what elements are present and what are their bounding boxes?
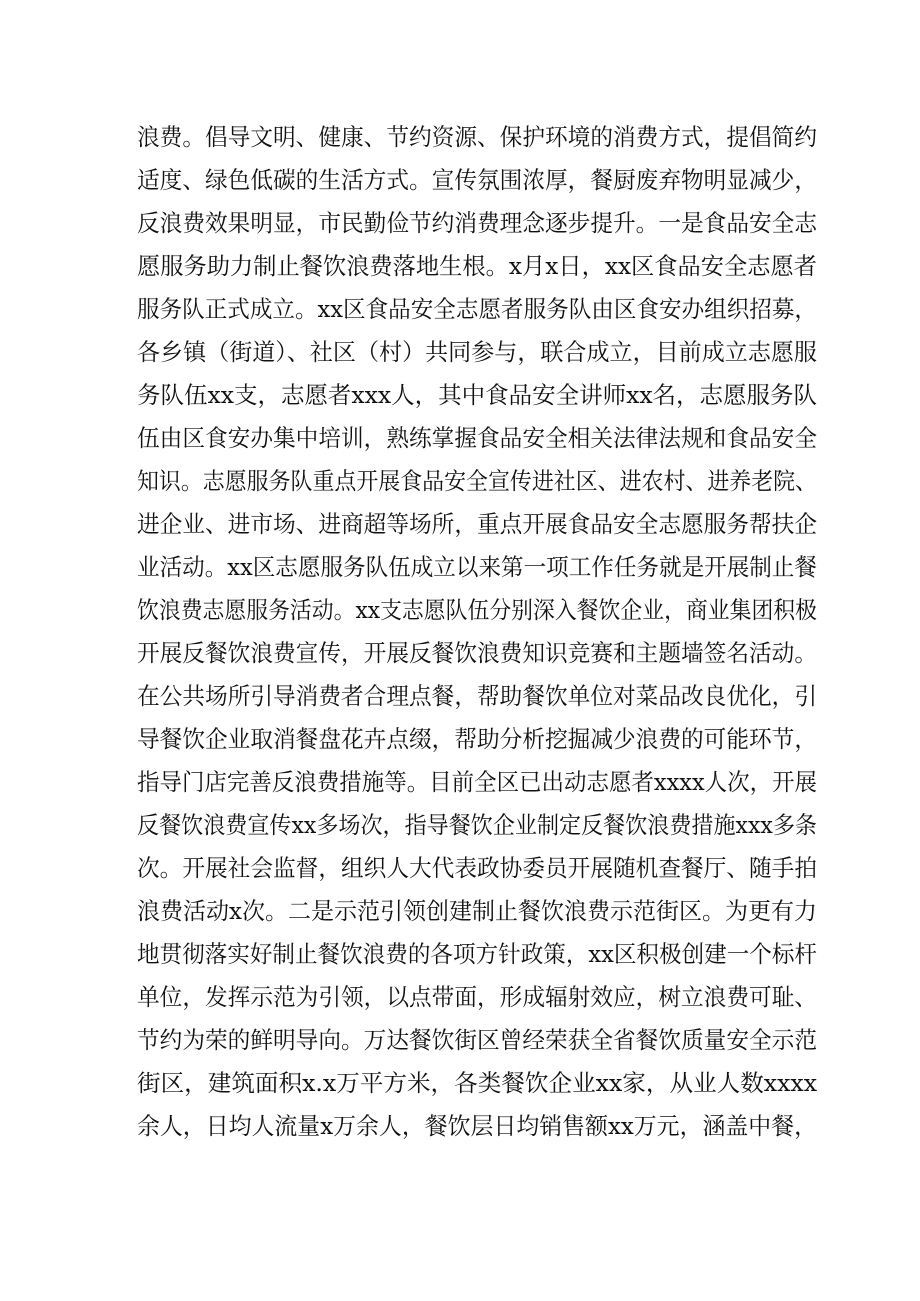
text-line-5 xyxy=(137,289,817,329)
text-line-19 xyxy=(137,891,817,931)
text-line-6-content: 各乡镇（街道）、社区（村）共同参与，联合成立，目前成立志愿服 xyxy=(137,338,817,366)
text-line-19-content: 浪费活动x次。二是示范引领创建制止餐饮浪费示范街区。为更有力 xyxy=(137,897,817,925)
text-line-20-content: 地贯彻落实好制止餐饮浪费的各项方针政策，xx区积极创建一个标杆 xyxy=(137,940,817,968)
text-line-9 xyxy=(137,461,817,501)
text-line-14-content: 在公共场所引导消费者合理点餐，帮助餐饮单位对菜品改良优化，引 xyxy=(137,682,817,710)
text-line-9-content: 知识。志愿服务队重点开展食品安全宣传进社区、进农村、进养老院、 xyxy=(137,467,817,495)
text-line-21-content: 单位，发挥示范为引领，以点带面，形成辐射效应，树立浪费可耻、 xyxy=(137,983,817,1011)
text-line-15-content: 导餐饮企业取消餐盘花卉点缀，帮助分析挖掘减少浪费的可能环节， xyxy=(137,725,817,753)
text-line-8 xyxy=(137,418,817,458)
text-line-14 xyxy=(137,676,817,716)
text-line-7 xyxy=(137,375,817,415)
text-line-1-content: 浪费。倡导文明、健康、节约资源、保护环境的消费方式，提倡简约 xyxy=(137,123,817,151)
text-line-11 xyxy=(137,547,817,587)
text-line-6 xyxy=(137,332,817,372)
text-line-12 xyxy=(137,590,817,630)
text-line-22-content: 节约为荣的鲜明导向。万达餐饮街区曾经荣获全省餐饮质量安全示范 xyxy=(137,1026,817,1054)
text-line-20 xyxy=(137,934,817,974)
text-line-13-content: 开展反餐饮浪费宣传，开展反餐饮浪费知识竞赛和主题墙签名活动。 xyxy=(137,639,817,667)
text-line-18 xyxy=(137,848,817,888)
text-line-24 xyxy=(137,1106,817,1146)
text-line-23 xyxy=(137,1063,817,1103)
text-line-2 xyxy=(137,160,817,200)
text-line-23-content: 街区，建筑面积x.x万平方米，各类餐饮企业xx家，从业人数xxxx xyxy=(137,1069,817,1097)
text-line-1 xyxy=(137,117,817,157)
text-line-4 xyxy=(137,246,817,286)
text-line-24-content: 余人，日均人流量x万余人，餐饮层日均销售额xx万元，涵盖中餐， xyxy=(137,1112,817,1140)
text-line-2-content: 适度、绿色低碳的生活方式。宣传氛围浓厚，餐厨废弃物明显减少， xyxy=(137,166,817,194)
text-line-18-content: 次。开展社会监督，组织人大代表政协委员开展随机查餐厅、随手拍 xyxy=(137,854,817,882)
text-line-17 xyxy=(137,805,817,845)
text-line-16-content: 指导门店完善反浪费措施等。目前全区已出动志愿者xxxx人次，开展 xyxy=(137,768,817,796)
text-line-22 xyxy=(137,1020,817,1060)
text-line-5-content: 服务队正式成立。xx区食品安全志愿者服务队由区食安办组织招募， xyxy=(137,295,817,323)
text-line-15 xyxy=(137,719,817,759)
text-line-13 xyxy=(137,633,817,673)
text-line-4-content: 愿服务助力制止餐饮浪费落地生根。x月x日，xx区食品安全志愿者 xyxy=(137,252,817,280)
text-line-16 xyxy=(137,762,817,802)
text-line-11-content: 业活动。xx区志愿服务队伍成立以来第一项工作任务就是开展制止餐 xyxy=(137,553,817,581)
text-line-3 xyxy=(137,203,817,243)
text-line-12-content: 饮浪费志愿服务活动。xx支志愿队伍分别深入餐饮企业，商业集团积极 xyxy=(137,596,817,624)
text-line-10-content: 进企业、进市场、进商超等场所，重点开展食品安全志愿服务帮扶企 xyxy=(137,510,817,538)
text-line-21 xyxy=(137,977,817,1017)
text-line-8-content: 伍由区食安办集中培训，熟练掌握食品安全相关法律法规和食品安全 xyxy=(137,424,817,452)
text-line-10 xyxy=(137,504,817,544)
text-line-3-content: 反浪费效果明显，市民勤俭节约消费理念逐步提升。一是食品安全志 xyxy=(137,209,817,237)
text-line-17-content: 反餐饮浪费宣传xx多场次，指导餐饮企业制定反餐饮浪费措施xxx多条 xyxy=(137,811,817,839)
text-line-7-content: 务队伍xx支，志愿者xxx人，其中食品安全讲师xx名，志愿服务队 xyxy=(137,381,818,409)
